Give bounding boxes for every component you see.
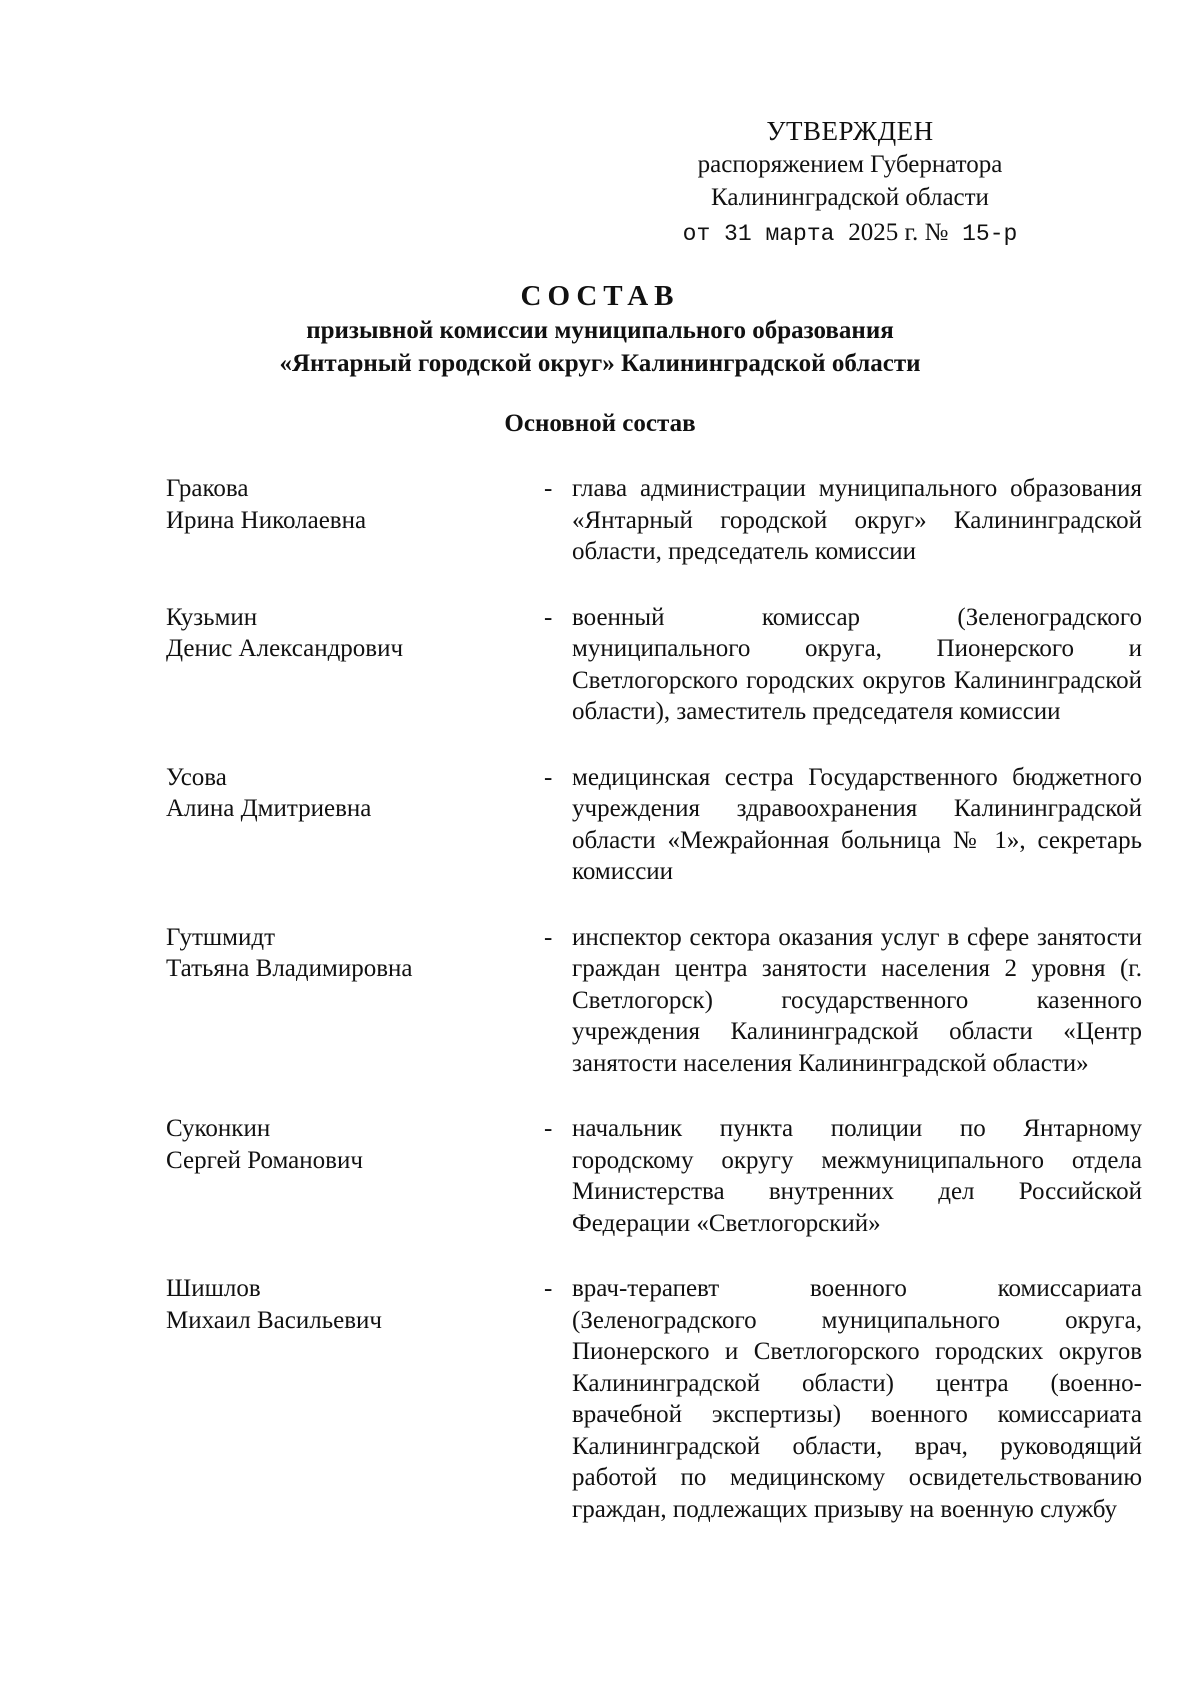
member-name [166,602,544,728]
member-dash: - [544,1275,553,1302]
member-row [166,1273,1142,1525]
approval-line-2: Калининградской области [711,184,989,211]
member-role: инспектор сектора оказания услуг в сфере занятости граждан центра занятости населения 2 уровня (г. Светлогорск) государственного казенного учреждения Калининградской области «Центр занятости населения Калининградской области» [572,923,1142,1077]
document-title: СОСТАВ [520,280,680,312]
member-role: врач-терапевт военного комиссариата (Зеленоградского муниципального округа, Пионерского и Светлогорского городских округов Калининградской области) центра (военно-врачебной экспертизы) военного комиссариата Калининградской области, врач, руководящий работой по медицинскому освидетельствованию граждан, подлежащих призыву на военную службу [572,1275,1142,1523]
member-dash: - [544,763,553,791]
approval-title: УТВЕРЖДЕН [766,116,934,146]
member-dash: - [544,923,553,951]
member-surname: Суконкин [166,1115,271,1142]
member-given-name: Сергей Романович [166,1146,363,1174]
member-row [166,922,1142,1080]
member-dash: - [544,603,553,631]
section-title: Основной состав [504,410,696,437]
approval-date-line [640,216,1060,251]
member-row [166,473,1142,568]
member-role: медицинская сестра Государственного бюджетного учреждения здравоохранения Калининградской области «Межрайонная больница № 1», секретарь комиссии [572,763,1142,885]
member-given-name: Михаил Васильевич [166,1306,382,1334]
member-name [166,1113,544,1239]
approval-block [640,115,1060,251]
member-given-name: Ирина Николаевна [166,506,367,534]
document-subtitle-line-2: «Янтарный городской округ» Калининградской области [279,350,921,377]
approval-date-number: 15-р [948,221,1018,247]
member-role: начальник пункта полиции по Янтарному городскому округу межмуниципального отдела Министерства внутренних дел Российской Федерации «Светлогорский» [572,1115,1142,1237]
member-surname: Кузьмин [166,603,258,631]
document-subtitle-line-1: призывной комиссии муниципального образования [306,317,894,344]
member-dash: - [544,1115,553,1142]
member-surname: Гутшмидт [166,923,276,951]
member-dash: - [544,475,553,502]
approval-date-year: 2025 г. № [848,219,949,246]
member-role: глава администрации муниципального образования «Янтарный городской округ» Калининградской области, председатель комиссии [572,475,1142,565]
member-surname: Усова [166,763,227,791]
member-role: военный комиссар (Зеленоградского муниципального округа, Пионерского и Светлогорского городских округов Калининградской области), заместитель председателя комиссии [572,603,1142,725]
member-surname: Шишлов [166,1275,261,1302]
member-row [166,602,1142,728]
member-given-name: Татьяна Владимировна [166,955,413,982]
members-list [166,473,1142,1559]
member-name [166,473,544,568]
member-name [166,762,544,888]
member-name [166,1273,544,1525]
member-row [166,762,1142,888]
member-name [166,922,544,1080]
member-given-name: Алина Дмитриевна [166,795,372,822]
member-row [166,1113,1142,1239]
document-heading [0,278,1200,380]
member-given-name: Денис Александрович [166,635,404,662]
member-surname: Гракова [166,475,249,502]
approval-date-prefix: от 31 марта [682,221,849,247]
approval-line-1: распоряжением Губернатора [697,151,1003,178]
